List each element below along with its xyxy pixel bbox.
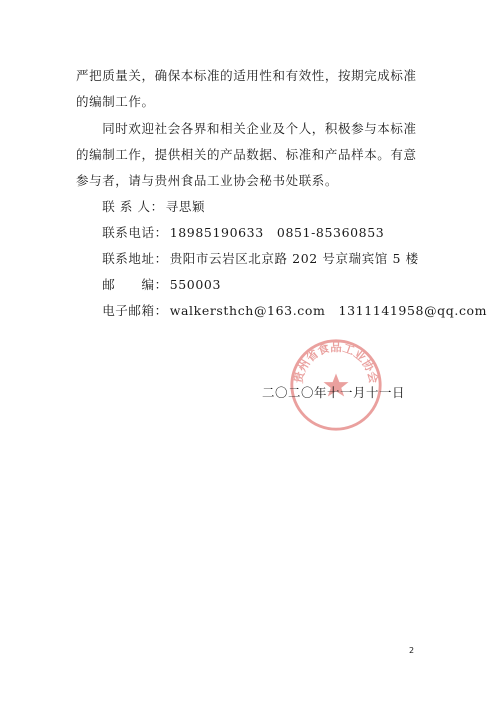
contact-person-value: 寻思颖 <box>165 199 206 214</box>
paragraph-line-2: 的编制工作。 <box>76 94 155 109</box>
contact-person <box>76 199 205 215</box>
contact-person-label: 联 系 人： <box>76 199 164 214</box>
contact-postcode-label: 邮 编： <box>76 277 168 292</box>
contact-email <box>76 303 487 319</box>
contact-postcode-value: 550003 <box>169 277 222 292</box>
document-date: 二〇二〇年十一月十一日 <box>262 385 406 400</box>
contact-email-value: walkersthch@163.com 1311141958@qq.com <box>169 303 488 318</box>
contact-phone-value: 18985190633 0851-85360853 <box>169 225 385 240</box>
seal-text: 贵州省食品工业协会 <box>291 340 381 385</box>
page-number: 2 <box>409 646 415 655</box>
paragraph-line-3: 同时欢迎社会各界和相关企业及个人，积极参与本标准 <box>76 121 417 136</box>
paragraph-line-1: 严把质量关，确保本标准的适用性和有效性，按期完成标准 <box>76 68 417 83</box>
contact-address <box>76 251 419 267</box>
contact-phone <box>76 225 384 241</box>
contact-address-label: 联系地址： <box>76 251 168 266</box>
contact-email-label: 电子邮箱： <box>76 303 168 318</box>
contact-phone-label: 联系电话： <box>76 225 168 240</box>
paragraph-line-5: 参与者，请与贵州食品工业协会秘书处联系。 <box>76 173 339 188</box>
contact-address-value: 贵阳市云岩区北京路 202 号京瑞宾馆 5 楼 <box>169 251 419 266</box>
contact-postcode <box>76 277 221 293</box>
paragraph-line-4: 的编制工作，提供相关的产品数据、标准和产品样本。有意 <box>76 147 417 162</box>
